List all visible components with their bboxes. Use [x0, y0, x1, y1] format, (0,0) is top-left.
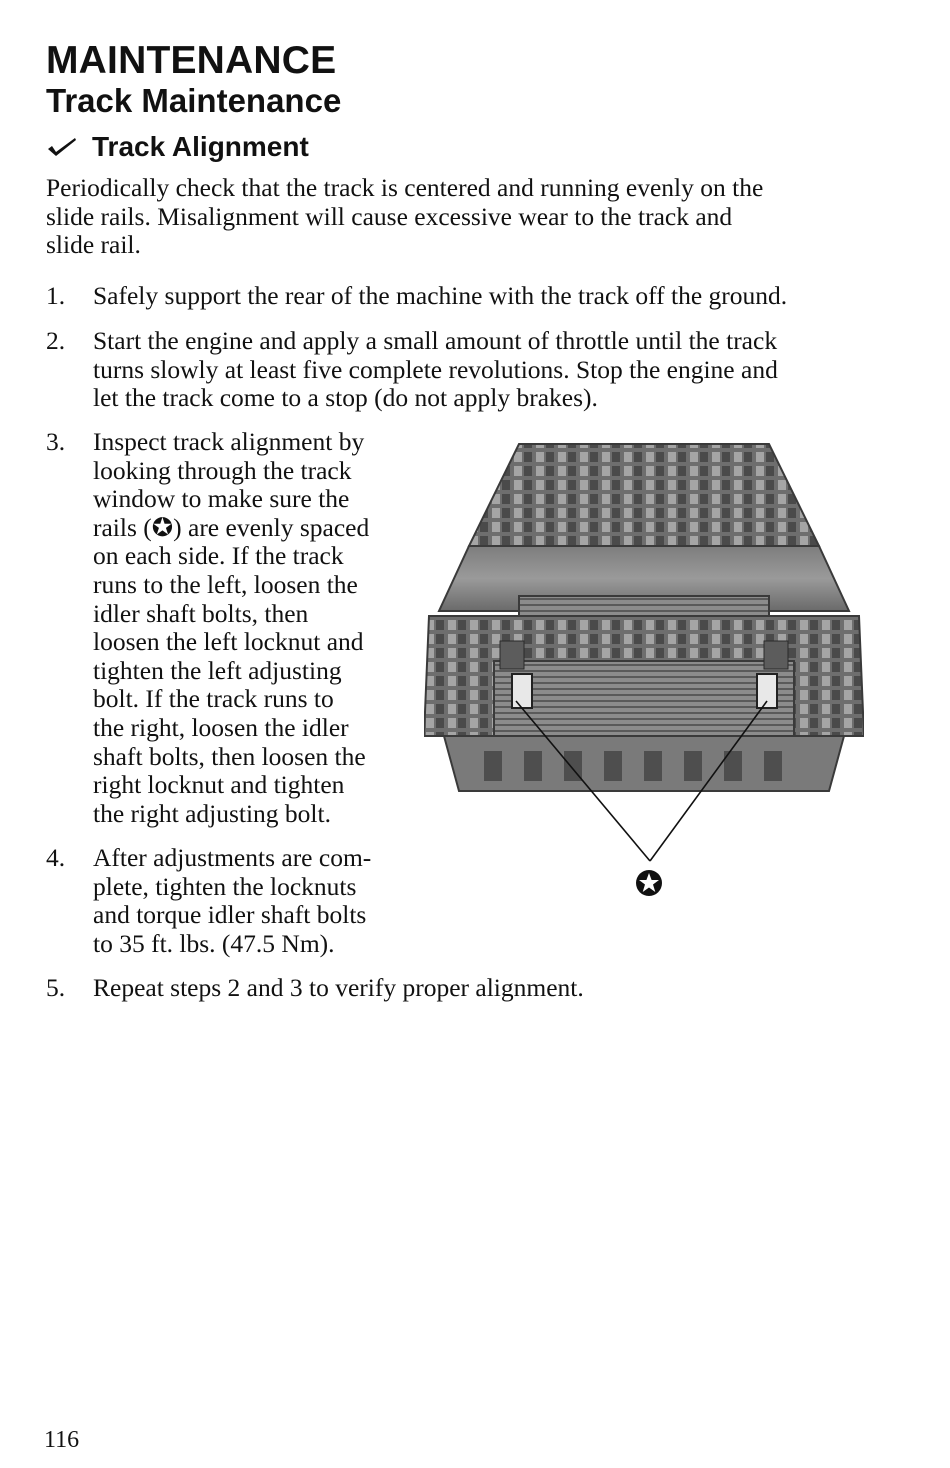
step-line: turns slowly at least five complete revolutions. Stop the engine and: [93, 354, 778, 384]
list-item-step-1: [46, 282, 906, 312]
step-line: Start the engine and apply a small amount of throttle until the track: [93, 326, 778, 355]
step-number: 4.: [46, 843, 66, 872]
intro-paragraph: [46, 174, 876, 260]
step-line: shaft bolts, then loosen the: [93, 741, 366, 771]
step-line: tighten the left adjusting: [93, 655, 342, 685]
step-number: 3.: [46, 427, 66, 456]
step-text: [93, 974, 913, 1003]
step-text: [93, 428, 423, 828]
page-number: 116: [44, 1427, 80, 1453]
step-line: idler shaft bolts, then: [93, 598, 309, 628]
checkmark-icon: [46, 136, 78, 158]
step-number: 1.: [46, 281, 66, 310]
step-line: looking through the track: [93, 455, 352, 485]
list-item-step-4: [46, 844, 416, 964]
step-line: and torque idler shaft bolts: [93, 900, 367, 930]
step-text: [93, 844, 423, 958]
step-line: bolt. If the track runs to: [93, 684, 334, 714]
step-number: 2.: [46, 326, 66, 355]
intro-line: Periodically check that the track is centered and running evenly on the: [46, 173, 764, 202]
page-title: Track Maintenance: [46, 82, 342, 119]
step-line: plete, tighten the locknuts: [93, 871, 357, 901]
subsection-title: Track Alignment: [92, 131, 309, 162]
step-line: After adjustments are com-: [93, 843, 372, 872]
list-item-step-2: [46, 327, 906, 417]
step-line: to 35 ft. lbs. (47.5 Nm).: [93, 928, 335, 958]
step-line: Repeat steps 2 and 3 to verify proper alignment.: [93, 973, 584, 1002]
step-line: the right adjusting bolt.: [93, 798, 331, 828]
step-line: Inspect track alignment by: [93, 427, 365, 456]
intro-line: slide rails. Misalignment will cause excessive wear to the track and: [46, 201, 733, 231]
section-heading: MAINTENANCE: [46, 39, 337, 82]
step-line: runs to the left, loosen the: [93, 569, 358, 599]
intro-line: slide rail.: [46, 230, 141, 260]
step-line: right locknut and tighten: [93, 770, 345, 800]
step-line: let the track come to a stop (do not apply brakes).: [93, 383, 598, 413]
list-item-step-3: [46, 428, 416, 833]
step-line: the right, loosen the idler: [93, 712, 349, 742]
step-text: [93, 282, 913, 311]
list-item-step-5: [46, 974, 906, 1004]
subsection-heading-row: [46, 130, 309, 164]
step-text: [93, 327, 913, 413]
step-line: on each side. If the track: [93, 541, 344, 571]
step-line: loosen the left locknut and: [93, 627, 364, 657]
step-number: 5.: [46, 973, 66, 1002]
callout-star-icon: [634, 868, 664, 898]
step-line: window to make sure the: [93, 484, 350, 514]
callout-leader-lines: [424, 436, 864, 876]
step-line: Safely support the rear of the machine with the track off the ground.: [93, 281, 788, 310]
step-line: rails (✪) are evenly spaced: [93, 512, 370, 542]
